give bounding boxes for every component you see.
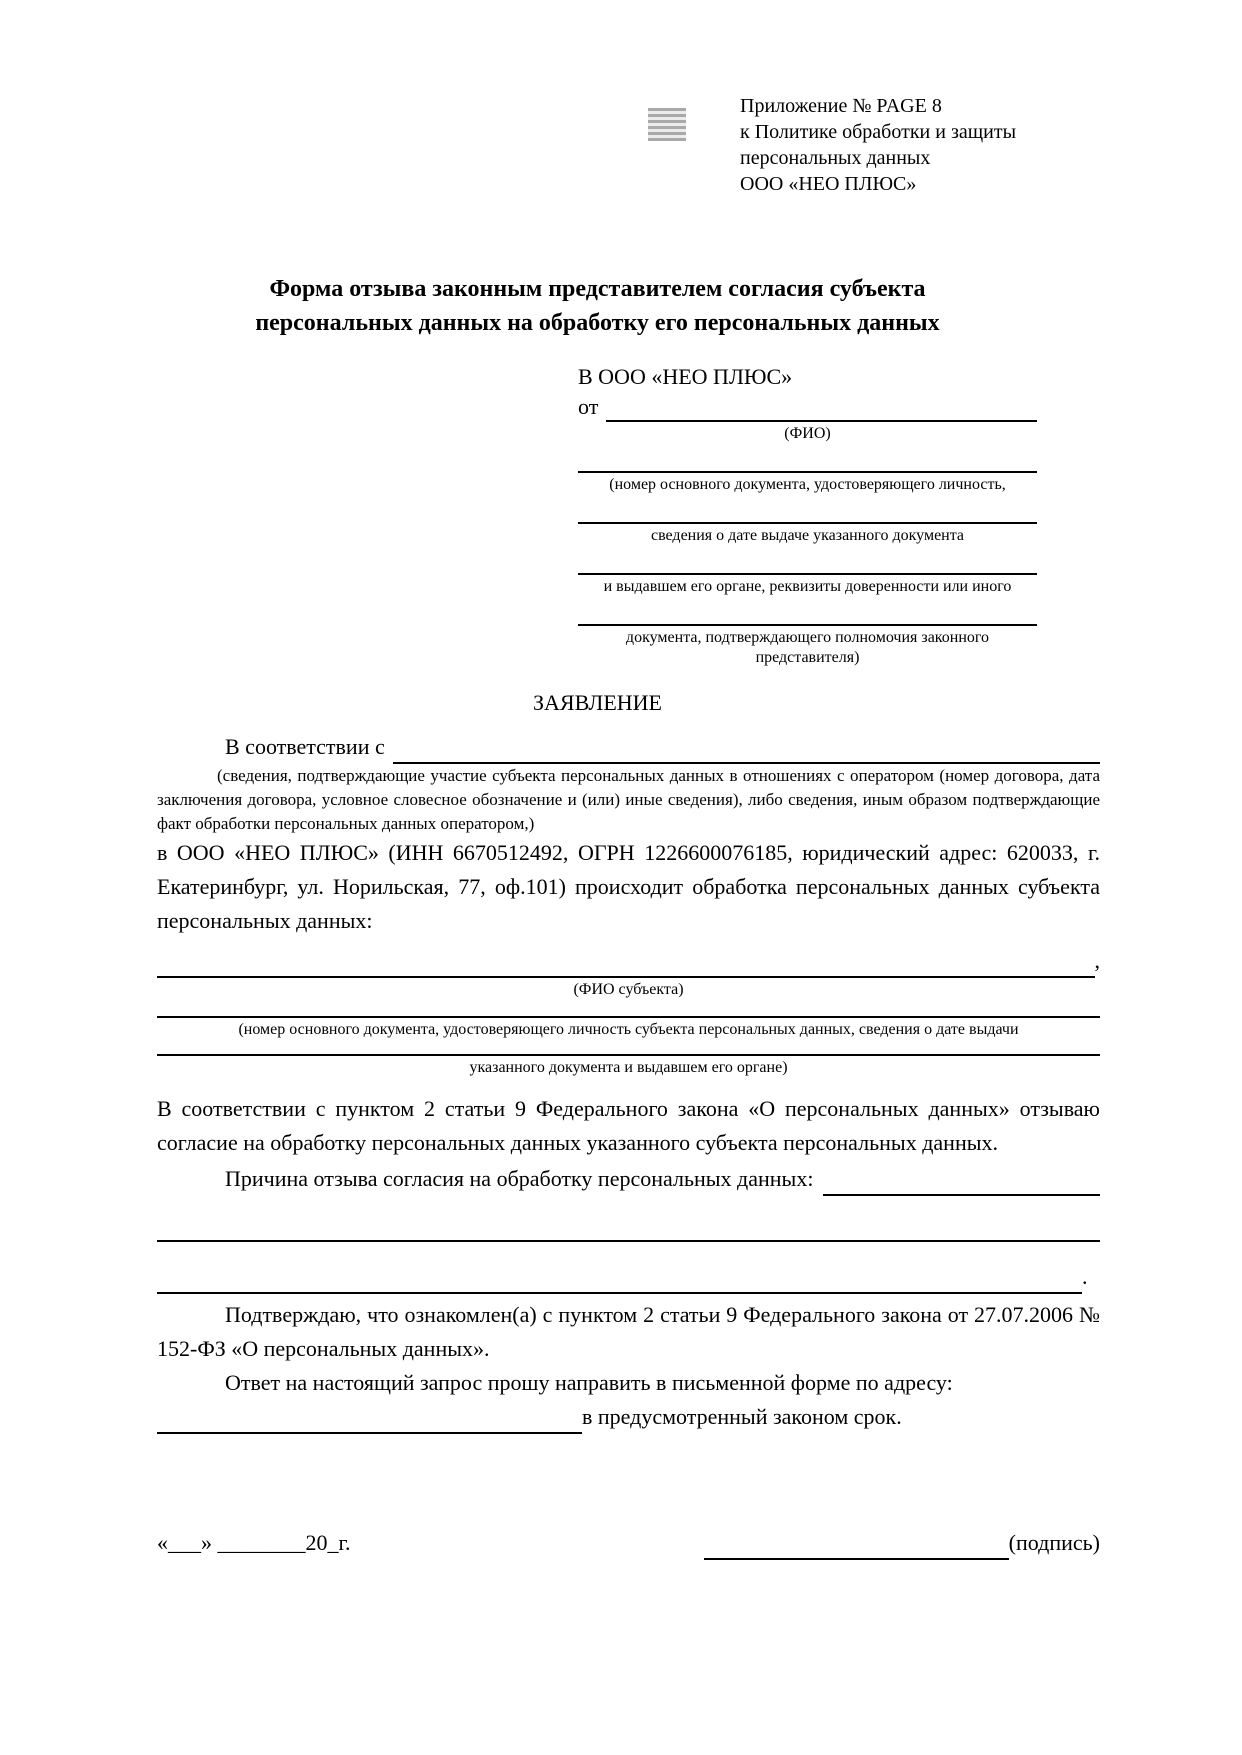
document-number-field[interactable]: [578, 471, 1037, 473]
fine-print-note: (сведения, подтверждающие участие субъекта персональных данных в отношениях с оператором (номер договора, дата заключения договора, условное словесное обозначение и (или) иные сведения), либо сведения, иным образом подтверждающие факт обработки персональных данных оператором,): [157, 766, 1100, 833]
reason-continuation-field-2[interactable]: [157, 1267, 1082, 1294]
from-row: [578, 392, 1037, 422]
document-title-line1: Форма отзыва законным представителем согласия субъекта: [269, 276, 926, 302]
subject-doc-caption-2: указанного документа и выдавшем его органе): [469, 1059, 788, 1076]
date-blank[interactable]: «___» ________20_г.: [157, 1530, 351, 1555]
issue-date-field[interactable]: [578, 522, 1037, 524]
appendix-company-line: ООО «НЕО ПЛЮС»: [740, 173, 917, 195]
subject-fio-group: [157, 944, 1100, 1000]
subject-fio-row: [157, 944, 1100, 978]
appendix-policy-line: к Политике обработки и защиты: [740, 121, 1017, 143]
in-accordance-row: [157, 730, 1100, 764]
reason-label: Причина отзыва согласия на обработку персональных данных:: [225, 1166, 814, 1191]
confirmation-paragraph: Подтверждаю, что ознакомлен(а) с пунктом 2 статьи 9 Федерального закона от 27.07.2006 № 152-ФЗ «О персональных данных».: [157, 1302, 1100, 1361]
subject-doc-group-1: [157, 1016, 1100, 1040]
appendix-policy-line2: персональных данных: [740, 147, 931, 169]
subject-doc-caption-1: (номер основного документа, удостоверяющего личность субъекта персональных данных, сведения о дате выдачи: [238, 1021, 1019, 1038]
document-body: [157, 272, 1100, 1560]
appendix-number-line: Приложение № PAGE 8: [740, 95, 942, 117]
signature-field[interactable]: [704, 1533, 1009, 1560]
issue-date-caption: сведения о дате выдаче указанного документа: [650, 527, 965, 544]
subject-fio-field[interactable]: [157, 951, 1095, 978]
in-accordance-field[interactable]: [393, 737, 1100, 764]
subject-fio-suffix: ,: [1094, 948, 1100, 973]
addressee-to: В ООО «НЕО ПЛЮС»: [578, 364, 793, 389]
in-accordance-label: В соответствии с: [225, 734, 385, 759]
reason-row: [157, 1162, 1100, 1196]
blank-group-1: [578, 471, 1037, 495]
subject-doc-field[interactable]: [157, 1016, 1100, 1018]
reply-address-row: [157, 1400, 1100, 1434]
blank-group-4: [578, 624, 1037, 668]
document-number-caption: (номер основного документа, удостоверяющего личность,: [609, 476, 1006, 493]
addressee-block: [578, 362, 1037, 668]
issuing-authority-caption: и выдавшем его органе, реквизиты доверенности или иного: [603, 578, 1012, 595]
blank-group-2: [578, 522, 1037, 546]
subject-doc-group-2: [157, 1054, 1100, 1078]
fio-caption: (ФИО): [784, 425, 831, 442]
signature-caption: (подпись): [1008, 1530, 1100, 1555]
from-label: от: [578, 394, 599, 419]
document-title-line2: персональных данных на обработку его персональных данных: [255, 310, 940, 336]
blank-group-3: [578, 573, 1037, 597]
operator-paragraph: в ООО «НЕО ПЛЮС» (ИНН 6670512492, ОГРН 1226600076185, юридический адрес: 620033, г. Екатеринбург, ул. Норильская, 77, оф.101) происходит обработка персональных данных субъекта персональных данных:: [157, 840, 1100, 933]
signature-footer: [157, 1526, 1100, 1560]
reply-request-line: Ответ на настоящий запрос прошу направить в письменной форме по адресу:: [225, 1370, 953, 1395]
appendix-header: [740, 93, 1016, 197]
reason-period: .: [1082, 1264, 1088, 1289]
withdrawal-paragraph: В соответствии с пунктом 2 статьи 9 Федерального закона «О персональных данных» отзываю согласие на обработку персональных данных указанного субъекта персональных данных.: [157, 1096, 1100, 1155]
reason-continuation-row: [157, 1260, 1100, 1294]
reply-address-field[interactable]: [157, 1407, 582, 1434]
representative-authority-field[interactable]: [578, 624, 1037, 626]
reason-continuation-field-1[interactable]: [157, 1240, 1100, 1242]
reason-field[interactable]: [823, 1169, 1100, 1196]
subject-fio-caption: (ФИО субъекта): [573, 981, 684, 998]
subject-doc-issuer-field[interactable]: [157, 1054, 1100, 1056]
from-fio-field[interactable]: [606, 395, 1037, 422]
statement-heading: ЗАЯВЛЕНИЕ: [533, 690, 662, 715]
issuing-authority-field[interactable]: [578, 573, 1037, 575]
blurred-lines-icon: [648, 108, 686, 141]
document-title: [157, 272, 1038, 340]
reply-tail-text: в предусмотренный законом срок.: [582, 1404, 902, 1429]
representative-authority-caption: документа, подтверждающего полномочия законного представителя): [625, 629, 990, 666]
